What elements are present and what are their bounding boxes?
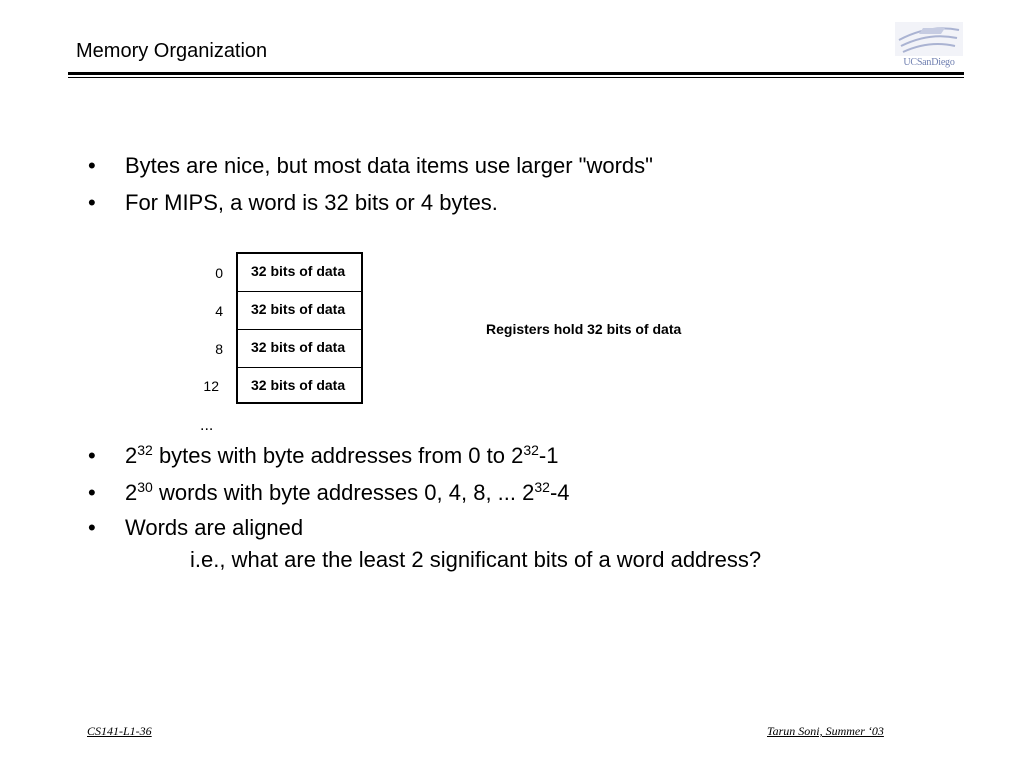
bullet-dot: • bbox=[88, 443, 96, 468]
memory-word-content: 32 bits of data bbox=[251, 263, 346, 279]
exponent: 32 bbox=[137, 442, 153, 458]
memory-ellipsis: ... bbox=[200, 417, 214, 434]
footer-slide-id: CS141-L1-36 bbox=[87, 724, 152, 738]
bullet-dot: • bbox=[88, 190, 96, 215]
bullet-text: $2^{30}$ words with byte addresses 0, 4, 8, ... $2^{32}-4$ bbox=[125, 479, 570, 505]
bullet-text: For MIPS, a word is 32 bits or 4 bytes. bbox=[125, 190, 498, 215]
register-note: Registers hold 32 bits of data bbox=[486, 321, 682, 337]
bullet-text: Bytes are nice, but most data items use larger "words" bbox=[125, 153, 653, 178]
memory-word-content: 32 bits of data bbox=[251, 301, 346, 317]
logo-text: UCSanDiego bbox=[903, 57, 955, 68]
exponent: 32 bbox=[523, 442, 539, 458]
memory-address: 8 bbox=[215, 341, 223, 357]
header-rule-thin bbox=[68, 77, 964, 78]
slide-title: Memory Organization bbox=[76, 40, 268, 62]
memory-word bbox=[238, 254, 361, 292]
exponent: 30 bbox=[137, 479, 153, 495]
memory-word bbox=[238, 368, 361, 406]
exponent: 32 bbox=[534, 479, 550, 495]
memory-address: 4 bbox=[215, 303, 223, 319]
memory-word bbox=[238, 292, 361, 330]
bullet-subtext: i.e., what are the least 2 significant bits of a word address? bbox=[190, 547, 762, 572]
bullet-text: Words are aligned bbox=[125, 515, 304, 540]
ucsd-logo bbox=[893, 20, 965, 70]
bullet-dot: • bbox=[88, 515, 96, 540]
bullet-dot: • bbox=[88, 480, 96, 505]
header-rule bbox=[68, 72, 964, 75]
ucsd-logo-emblem-icon bbox=[893, 20, 965, 60]
bullet-dot: • bbox=[88, 153, 96, 178]
memory-word bbox=[238, 330, 361, 368]
memory-word-content: 32 bits of data bbox=[251, 377, 346, 393]
memory-address: 12 bbox=[203, 378, 219, 394]
memory-table bbox=[236, 252, 363, 404]
bullet-text: $2^{32}$ bytes with byte addresses from 0 to $2^{32}-1$ bbox=[125, 442, 559, 468]
memory-word-content: 32 bits of data bbox=[251, 339, 346, 355]
memory-address: 0 bbox=[215, 265, 223, 281]
footer-author: Tarun Soni, Summer ‘03 bbox=[767, 724, 884, 738]
